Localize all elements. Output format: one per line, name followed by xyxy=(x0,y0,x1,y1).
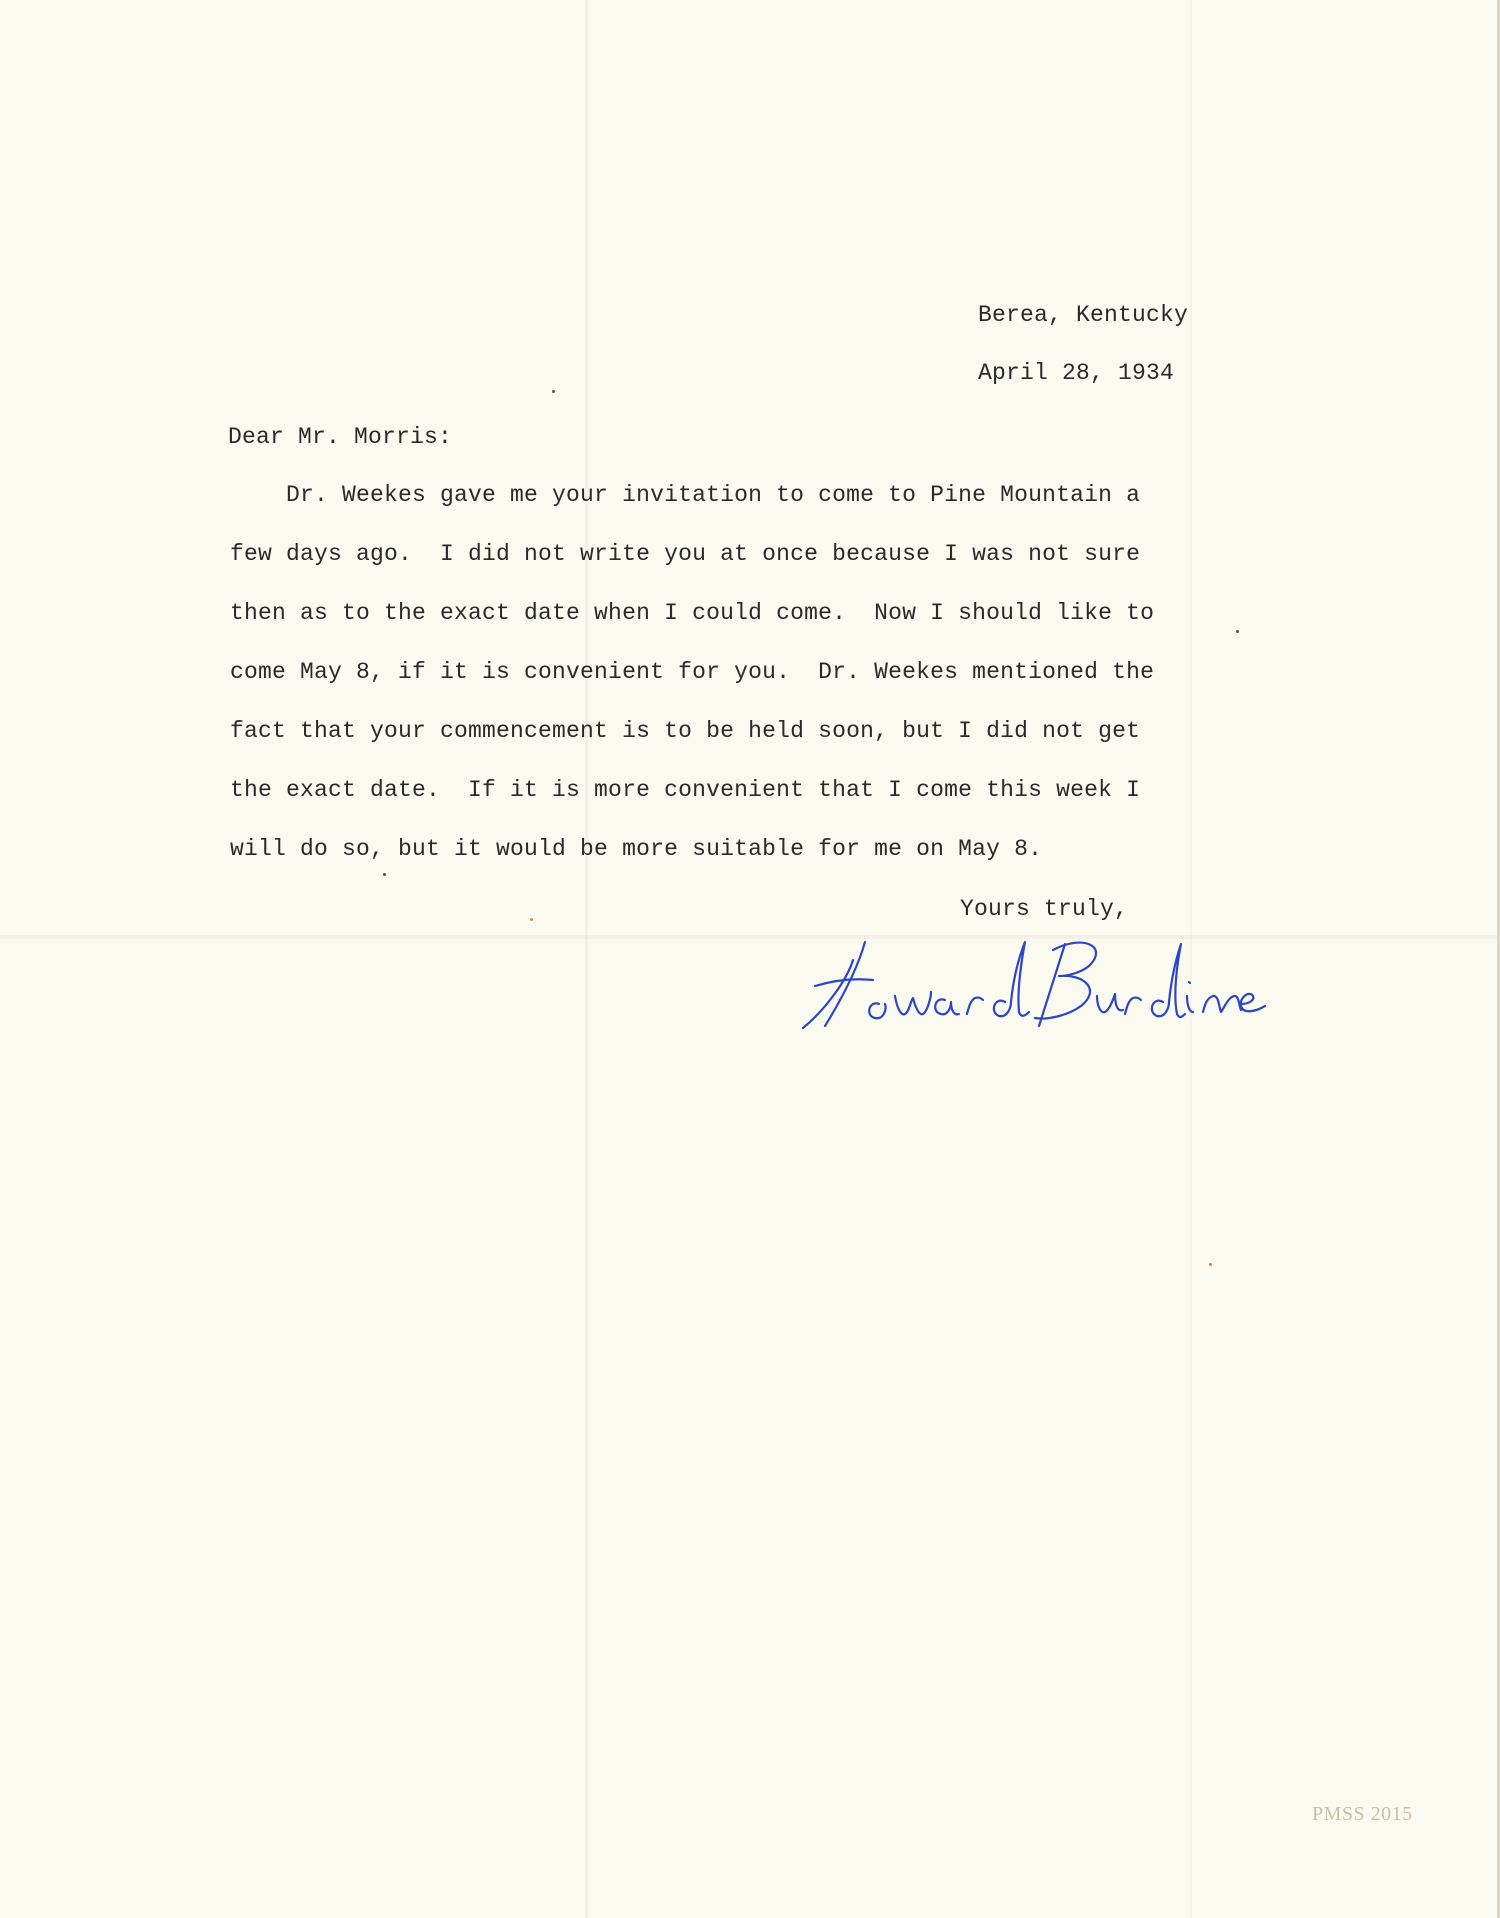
paper-speck xyxy=(552,390,555,393)
body-line: Dr. Weekes gave me your invitation to come to Pine Mountain a xyxy=(230,482,1141,508)
body-line: come May 8, if it is convenient for you. Dr. Weekes mentioned the xyxy=(230,659,1155,685)
handwritten-signature xyxy=(795,930,1275,1030)
paper-speck xyxy=(530,918,533,921)
letter-place: Berea, Kentucky xyxy=(978,302,1189,328)
letter-salutation: Dear Mr. Morris: xyxy=(228,424,453,450)
paper-speck xyxy=(1236,630,1239,633)
letter-closing: Yours truly, xyxy=(960,896,1129,922)
body-line: will do so, but it would be more suitable for me on May 8. xyxy=(230,836,1043,862)
letter-date: April 28, 1934 xyxy=(978,360,1175,386)
body-line: fact that your commencement is to be held soon, but I did not get xyxy=(230,718,1141,744)
body-line: few days ago. I did not write you at once because I was not sure xyxy=(230,541,1141,567)
body-line: the exact date. If it is more convenient that I come this week I xyxy=(230,777,1141,803)
paper-speck xyxy=(1209,1263,1212,1266)
archive-watermark: PMSS 2015 xyxy=(1312,1803,1413,1825)
vertical-fold-crease xyxy=(585,0,588,1918)
horizontal-fold-crease xyxy=(0,935,1500,939)
paper-speck xyxy=(383,873,386,876)
body-line: then as to the exact date when I could come. Now I should like to xyxy=(230,600,1155,626)
